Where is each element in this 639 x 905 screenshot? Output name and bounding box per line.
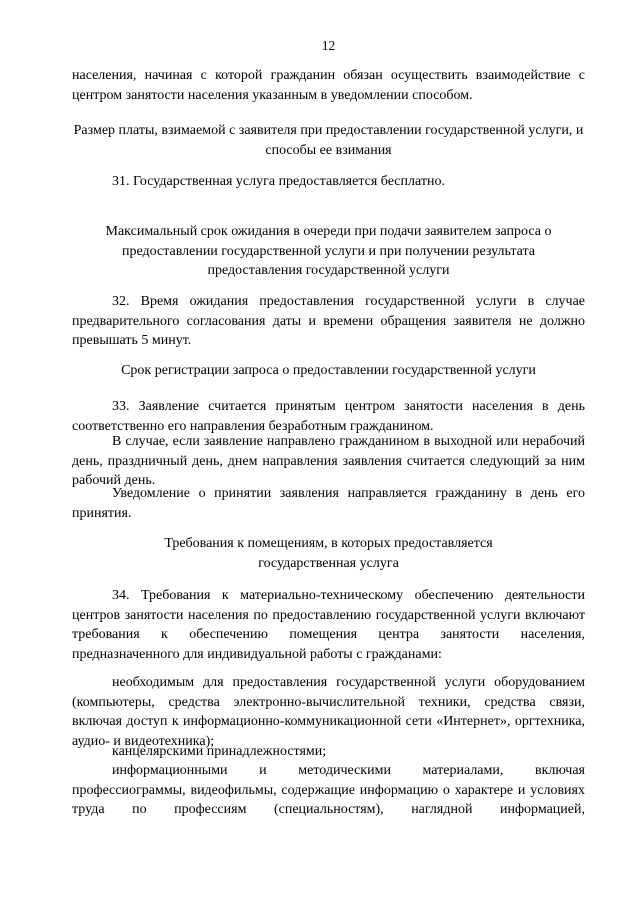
heading-registration: Срок регистрации запроса о предоставлении государственной услуги bbox=[121, 363, 536, 378]
page-number: 12 bbox=[321, 38, 336, 53]
list-item-materials: информационными и методическими материалами, включая профессиограммы, видеофильмы, содержащие информацию о характере и условиях труда по профессиям (специальностям), наглядной информацией, bbox=[72, 763, 585, 817]
list-item-equipment: необходимым для предоставления государственной услуги оборудованием (компьютеры, средства электронно-вычислительной техники, средства связи, включая доступ к информационно-коммуникационной сети «Интернет», оргтехника, аудио- и видеотехника); bbox=[72, 675, 585, 749]
heading-queue-time: Максимальный срок ожидания в очереди при подачи заявителем запроса о предоставлении государственной услуги и при получении результата предоставления государственной услуги bbox=[105, 224, 552, 278]
paragraph-31: 31. Государственная услуга предоставляется бесплатно. bbox=[112, 174, 445, 189]
heading-premises: Требования к помещениям, в которых предоставляется государственная услуга bbox=[164, 536, 493, 571]
paragraph-33-holiday: В случае, если заявление направлено гражданином в выходной или нерабочий день, праздничный день, днем направления заявления считается следующий за ним рабочий день. bbox=[72, 434, 585, 488]
heading-fee: Размер платы, взимаемой с заявителя при предоставлении государственной услуги, и способы ее взимания bbox=[73, 123, 584, 158]
paragraph-intro: населения, начиная с которой гражданин обязан осуществить взаимодействие с центром занятости населения указанным в уведомлении способом. bbox=[72, 68, 585, 103]
paragraph-33: 33. Заявление считается принятым центром занятости населения в день соответственно его направления безработным гражданином. bbox=[72, 399, 585, 434]
paragraph-32: 32. Время ожидания предоставления государственной услуги в случае предварительного согласования даты и времени обращения заявителя не должно превышать 5 минут. bbox=[72, 294, 585, 348]
list-item-stationery: канцелярскими принадлежностями; bbox=[112, 744, 327, 759]
paragraph-34: 34. Требования к материально-техническому обеспечению деятельности центров занятости населения по предоставлению государственной услуги включают требования к обеспечению помещения центра занятости населения, предназначенного для индивидуальной работы с гражданами: bbox=[72, 588, 585, 662]
paragraph-33-notice: Уведомление о принятии заявления направляется гражданину в день его принятия. bbox=[72, 486, 585, 521]
